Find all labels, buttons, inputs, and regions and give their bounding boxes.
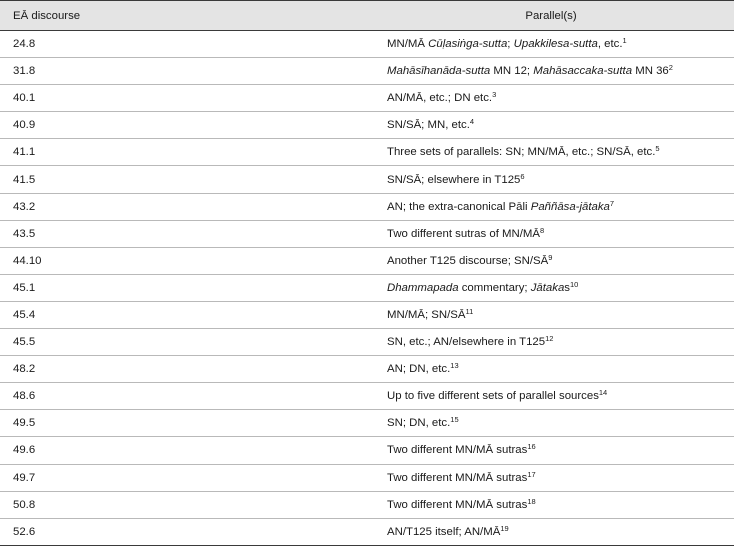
cell-discourse: 44.10: [0, 247, 368, 274]
parallel-text: MN 12;: [490, 65, 534, 78]
cell-parallels: [368, 518, 734, 545]
parallel-text: SN, etc.; AN/elsewhere in T125: [387, 336, 546, 349]
parallel-text: AN/MĀ, etc.; DN etc.: [387, 92, 493, 105]
italic-title: Cūḷasiṅga-sutta: [428, 38, 508, 51]
parallel-text: Another T125 discourse; SN/SĀ: [387, 254, 549, 267]
footnote-marker: 11: [465, 306, 474, 316]
parallel-text: commentary;: [458, 281, 531, 294]
cell-parallels: [368, 31, 734, 58]
footnote-marker: 1: [622, 36, 627, 46]
cell-parallels: [368, 356, 734, 383]
cell-parallels: [368, 437, 734, 464]
table-row: [0, 166, 734, 193]
footnote-marker: 5: [655, 144, 660, 154]
cell-discourse: 40.1: [0, 85, 368, 112]
parallel-text: Two different MN/MĀ sutras: [387, 498, 528, 511]
table-row: [0, 383, 734, 410]
table-row: [0, 329, 734, 356]
cell-parallels: [368, 85, 734, 112]
table-row: [0, 193, 734, 220]
table-row: [0, 139, 734, 166]
footnote-marker: 3: [492, 90, 497, 100]
cell-discourse: 45.5: [0, 329, 368, 356]
cell-parallels: [368, 166, 734, 193]
parallel-text: SN/SĀ; elsewhere in T125: [387, 173, 521, 186]
footnote-marker: 9: [548, 252, 553, 262]
cell-parallels: [368, 247, 734, 274]
cell-discourse: 41.1: [0, 139, 368, 166]
parallel-text: Two different sutras of MN/MĀ: [387, 227, 540, 240]
footnote-marker: 4: [469, 117, 475, 127]
cell-discourse: 50.8: [0, 491, 368, 518]
table-row: [0, 85, 734, 112]
parallel-text: SN; DN, etc.: [387, 417, 451, 430]
cell-discourse: 43.2: [0, 193, 368, 220]
table-row: [0, 31, 734, 58]
table-row: [0, 437, 734, 464]
italic-title: Upakkilesa-sutta: [513, 38, 598, 51]
cell-parallels: [368, 193, 734, 220]
italic-title: Dhammapada: [387, 281, 459, 294]
cell-parallels: [368, 383, 734, 410]
table-row: [0, 274, 734, 301]
parallel-text: AN; DN, etc.: [387, 363, 451, 376]
footnote-marker: 13: [450, 361, 459, 371]
cell-parallels: [368, 58, 734, 85]
italic-title: Jātaka: [530, 281, 565, 294]
cell-parallels: [368, 274, 734, 301]
cell-parallels: [368, 112, 734, 139]
table-row: [0, 112, 734, 139]
table-body: [0, 31, 734, 546]
header-parallels: Parallel(s): [368, 1, 734, 31]
italic-title: Paññāsa-jātaka: [530, 200, 610, 213]
footnote-marker: 17: [527, 469, 536, 479]
parallel-text: MN/MĀ; SN/SĀ: [387, 308, 466, 321]
footnote-marker: 18: [527, 496, 536, 506]
table-row: [0, 464, 734, 491]
cell-discourse: 43.5: [0, 220, 368, 247]
parallel-text: SN/SĀ; MN, etc.: [387, 119, 470, 132]
footnote-marker: 19: [500, 523, 509, 533]
cell-discourse: 31.8: [0, 58, 368, 85]
italic-title: Mahāsīhanāda-sutta: [387, 65, 491, 78]
cell-discourse: 45.1: [0, 274, 368, 301]
cell-discourse: 24.8: [0, 31, 368, 58]
parallel-text: MN/MĀ: [387, 38, 429, 51]
cell-parallels: [368, 220, 734, 247]
footnote-marker: 10: [570, 279, 579, 289]
table-row: [0, 58, 734, 85]
cell-parallels: [368, 139, 734, 166]
parallel-text: Two different MN/MĀ sutras: [387, 444, 528, 457]
cell-discourse: 40.9: [0, 112, 368, 139]
cell-parallels: [368, 329, 734, 356]
cell-parallels: [368, 491, 734, 518]
parallel-text: Two different MN/MĀ sutras: [387, 471, 528, 484]
parallel-text: Up to five different sets of parallel sources: [387, 390, 599, 403]
cell-discourse: 41.5: [0, 166, 368, 193]
parallel-text: Three sets of parallels: SN; MN/MĀ, etc.; SN/SĀ, etc.: [387, 146, 656, 159]
cell-discourse: 48.6: [0, 383, 368, 410]
parallel-text: , etc.: [597, 38, 623, 51]
parallel-text: ;: [507, 38, 514, 51]
cell-discourse: 52.6: [0, 518, 368, 545]
footnote-marker: 16: [527, 442, 536, 452]
parallel-text: MN 36: [632, 65, 669, 78]
cell-parallels: [368, 301, 734, 328]
table-row: [0, 301, 734, 328]
footnote-marker: 6: [520, 171, 525, 181]
header-discourse: EĀ discourse: [0, 1, 368, 31]
table-row: [0, 518, 734, 545]
table-row: [0, 410, 734, 437]
header-row: [0, 1, 734, 31]
cell-discourse: 49.6: [0, 437, 368, 464]
table-row: [0, 356, 734, 383]
cell-parallels: [368, 464, 734, 491]
footnote-marker: 15: [450, 415, 459, 425]
cell-parallels: [368, 410, 734, 437]
cell-discourse: 45.4: [0, 301, 368, 328]
table-header: [0, 1, 734, 31]
parallel-text: s: [564, 281, 570, 294]
table-row: [0, 491, 734, 518]
footnote-marker: 8: [539, 225, 545, 235]
footnote-marker: 2: [668, 63, 673, 73]
italic-title: Mahāsaccaka-sutta: [533, 65, 633, 78]
table-row: [0, 220, 734, 247]
footnote-marker: 7: [609, 198, 615, 208]
parallel-text: AN/T125 itself; AN/MĀ: [387, 525, 501, 538]
cell-discourse: 48.2: [0, 356, 368, 383]
cell-discourse: 49.5: [0, 410, 368, 437]
footnote-marker: 12: [545, 334, 554, 344]
footnote-marker: 14: [598, 388, 608, 398]
cell-discourse: 49.7: [0, 464, 368, 491]
parallel-text: AN; the extra-canonical Pāli: [387, 200, 531, 213]
table-row: [0, 247, 734, 274]
